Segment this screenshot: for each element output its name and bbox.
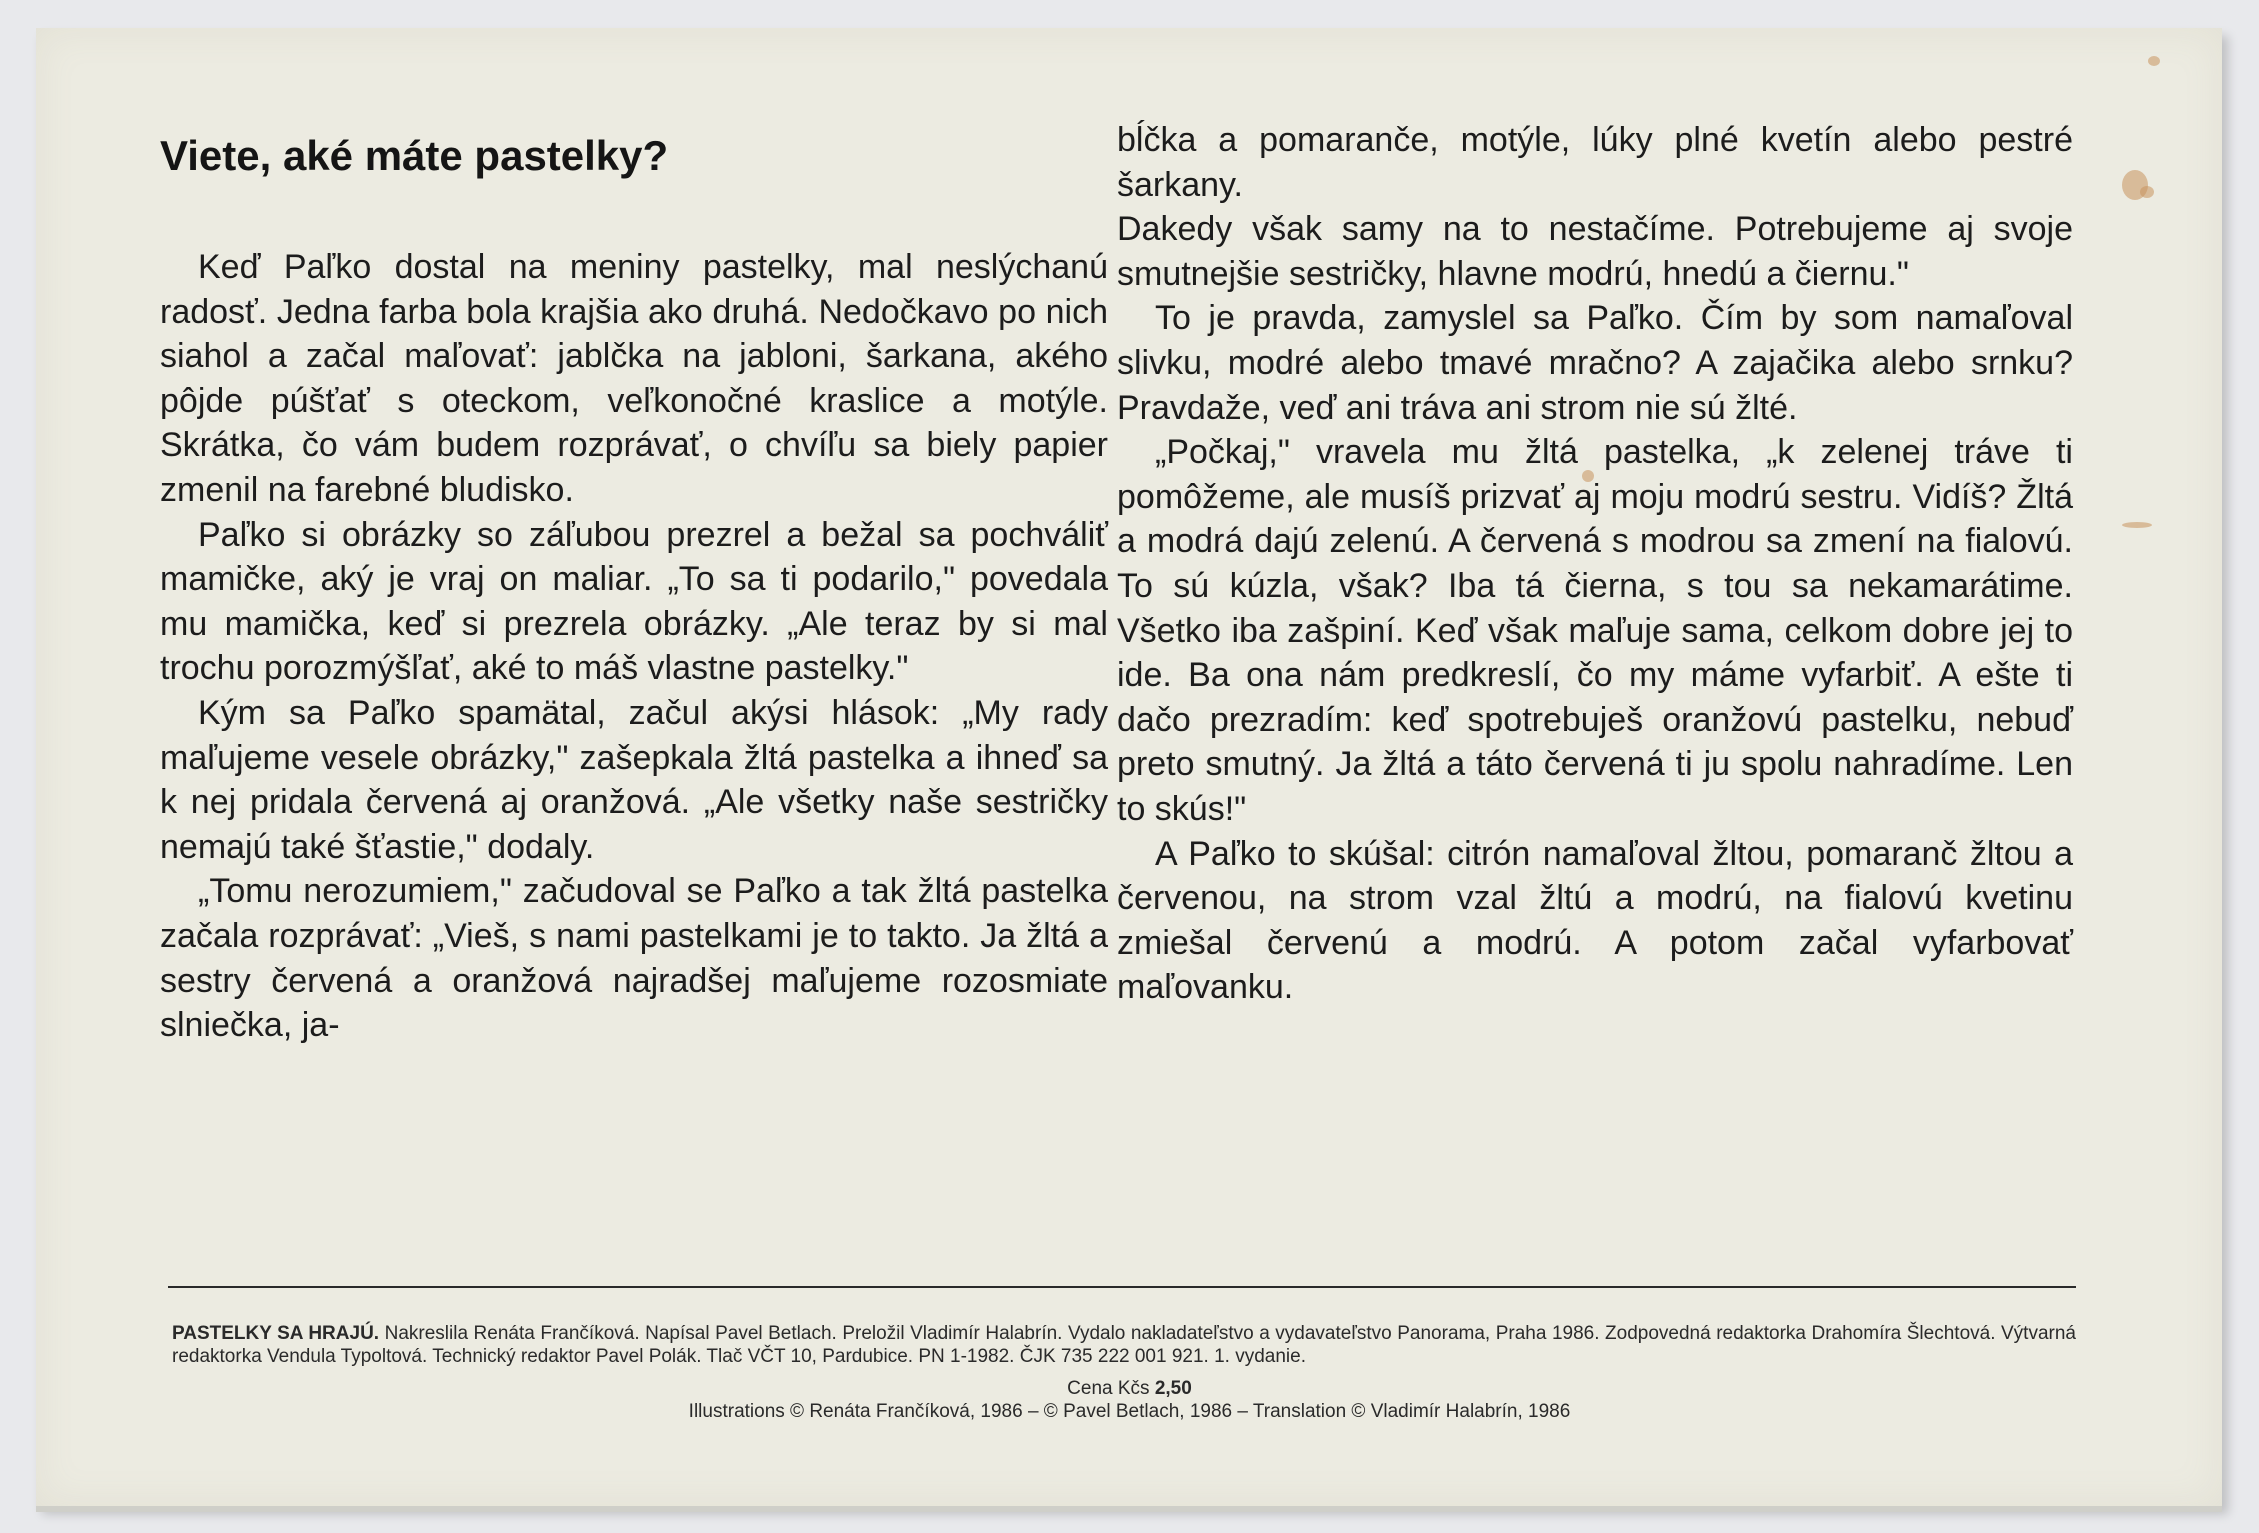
paragraph: Dakedy však samy na to nestačíme. Potrebujeme aj svoje smutnejšie sestričky, hlavne modrú, hnedú a čiernu." (1117, 210, 2073, 293)
left-text-column (160, 245, 1108, 1048)
footer-divider (168, 1286, 2076, 1288)
stain-mark (2140, 186, 2154, 198)
paragraph: To je pravda, zamyslel sa Paľko. Čím by som namaľoval slivku, modré alebo tmavé mračno? A zajačika alebo srnku? Pravdaže, veď ani tráva ani strom nie sú žlté. (1117, 299, 2073, 427)
paragraph: Kým sa Paľko spamätal, začul akýsi hlások: „My rady maľujeme vesele obrázky," zašepkala žltá pastelka a ihneď sa k nej pridala červená aj oranžová. „Ale všetky naše sestričky nemajú také šťastie," dodaly. (160, 693, 1108, 866)
page-edge (36, 1506, 2222, 1512)
price-value: 2,50 (1154, 1378, 1192, 1399)
imprint-credits: Nakreslila Renáta Frančíková. Napísal Pavel Betlach. Preložil Vladimír Halabrín. Vydalo nakladateľstvo a vydavateľstvo Panorama, Praha 1986. Zodpovedná redaktorka Drahomíra Šlechtová. Výtvarná redaktorka Vendula Typoltová. Technický redaktor Pavel Polák. Tlač VČT 10, Pardubice. PN 1-1982. ČJK 735 222 001 921. 1. vydanie. (172, 1323, 2076, 1367)
paragraph: Paľko si obrázky so záľubou prezrel a bežal sa pochváliť mamičke, aký je vraj on maliar. „To sa ti podarilo," povedala mu mamička, keď si prezrela obrázky. „Ale teraz by si mal trochu porozmýšľať, aké to máš vlastne pastelky." (160, 515, 1108, 688)
imprint-book-title: PASTELKY SA HRAJÚ. (172, 1323, 380, 1344)
paragraph: „Tomu nerozumiem," začudoval se Paľko a tak žltá pastelka začala rozprávať: „Vieš, s nami pastelkami je to takto. Ja žltá a sestry červená a oranžová najradšej maľujeme rozosmiate slniečka, ja- (160, 872, 1108, 1045)
paragraph: „Počkaj," vravela mu žltá pastelka, „k zelenej tráve ti pomôžeme, ale musíš prizvať aj moju modrú sestru. Vidíš? Žltá a modrá dajú zelenú. A červená s modrou sa zmení na fialovú. To sú kúzla, však? Iba tá čierna, s tou sa nekamarátime. Všetko iba zašpiní. Keď však maľuje sama, celkom dobre jej to ide. Ba ona nám predkreslí, čo my máme vyfarbiť. A ešte ti dačo prezradím: keď spotrebuješ oranžovú pastelku, nebuď preto smutný. Ja žltá a táto červená ti ju spolu nahradíme. Len to skús!" (1117, 433, 2073, 828)
story-title: Viete, aké máte pastelky? (160, 132, 669, 179)
price-label: Cena Kčs (1067, 1378, 1150, 1399)
price-line (0, 1378, 2259, 1400)
stain-mark (2122, 522, 2152, 528)
right-text-column (1117, 118, 2073, 1010)
paragraph: A Paľko to skúšal: citrón namaľoval žltou, pomaranč žltou a červenou, na strom vzal žltú a modrú, na fialovú kvetinu zmiešal červenú a modrú. A potom začal vyfarbovať maľovanku. (1117, 834, 2073, 1007)
stain-mark (2148, 56, 2160, 66)
paragraph: bĺčka a pomaranče, motýle, lúky plné kvetín alebo pestré šarkany. (1117, 121, 2073, 204)
paragraph: Keď Paľko dostal na meniny pastelky, mal neslýchanú radosť. Jedna farba bola krajšia ako druhá. Nedočkavo po nich siahol a začal maľovať: jablčka na jabloni, šarkana, akého pôjde púšťať s oteckom, veľkonočné kraslice a motýle. Skrátka, čo vám budem rozprávať, o chvíľu sa biely papier zmenil na farebné bludisko. (160, 248, 1108, 509)
imprint-text (172, 1322, 2076, 1368)
copyright-line: Illustrations © Renáta Frančíková, 1986 – © Pavel Betlach, 1986 – Translation © Vladimír Halabrín, 1986 (688, 1401, 1571, 1422)
